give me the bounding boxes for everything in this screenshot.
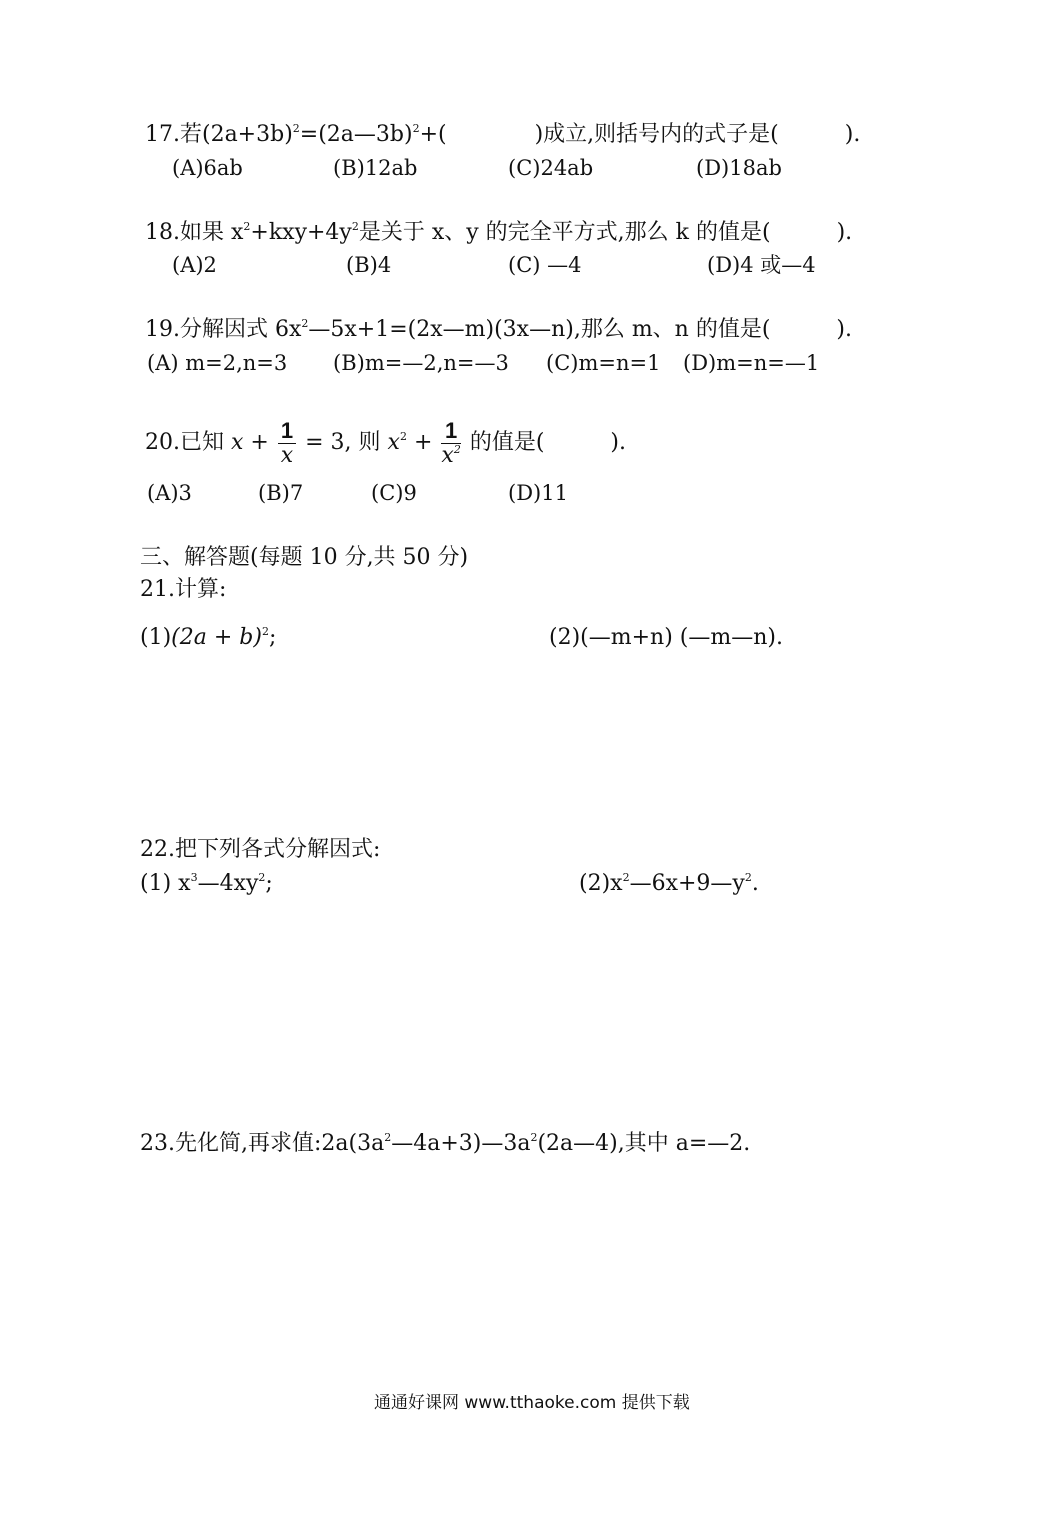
- question-21-title: 21.计算:: [140, 577, 227, 602]
- question-22-title: 22.把下列各式分解因式:: [140, 837, 381, 862]
- q17-option-a: (A)6ab: [172, 156, 243, 180]
- q20-option-c: (C)9: [371, 481, 417, 505]
- q19-option-a: (A) m=2,n=3: [147, 351, 288, 375]
- q18-option-c: (C) —4: [508, 253, 582, 277]
- q18-option-b: (B)4: [346, 253, 392, 277]
- q22-part-1: (1) $x^3—4xy^2$;: [140, 871, 273, 896]
- section-3-heading: 三、解答题(每题 10 分,共 50 分): [140, 545, 469, 570]
- q17-option-d: (D)18ab: [696, 156, 782, 180]
- q19-option-c: (C)m=n=1: [546, 351, 661, 375]
- q20-option-b: (B)7: [258, 481, 304, 505]
- q22-part-2: $(2)x^2—6x+9—y^2$.: [579, 871, 759, 896]
- fraction-1-over-x: $\frac{1}{x}$: [278, 419, 296, 468]
- fraction-1-over-x-squared: $\frac{1}{x^2}$: [441, 417, 461, 468]
- q21-part-1: $(1)(2a + b)^2$;: [140, 625, 277, 650]
- q17-option-b: (B)12ab: [333, 156, 418, 180]
- question-20: 20.已知 x + $\frac{1}{x}$ = 3, 则 $x^2$ + $\frac{1}{x^2}$ 的值是( ).: [145, 417, 626, 468]
- question-23: 23.先化简,再求值$:2a(3a^2—4a+3)—3a^2(2a—4)$,其中 a=—2.: [140, 1131, 751, 1156]
- question-18: 18.如果 $x^2+kxy+4y^2$是关于 x、y 的完全平方式,那么 k 的值是( ).: [145, 220, 853, 245]
- q19-option-b: (B)m=—2,n=—3: [333, 351, 509, 375]
- q20-option-a: (A)3: [147, 481, 192, 505]
- q19-option-d: (D)m=n=—1: [683, 351, 820, 375]
- q18-option-d: (D)4 或—4: [707, 253, 816, 277]
- q20-option-d: (D)11: [508, 481, 568, 505]
- footer-credit: 通通好课网 www.tthaoke.com 提供下载: [374, 1393, 690, 1413]
- question-19: 19.分解因式 $6x^2—5x+1=(2x—m)(3x—n)$,那么 m、n 的值是( ).: [145, 317, 852, 342]
- q17-option-c: (C)24ab: [508, 156, 594, 180]
- q21-part-2: (2)(—m+n) (—m—n).: [549, 625, 783, 650]
- question-17: 17.若$(2a+3b)^2=(2a—3b)^2+$( )成立,则括号内的式子是( ).: [145, 122, 861, 147]
- q18-option-a: (A)2: [172, 253, 217, 277]
